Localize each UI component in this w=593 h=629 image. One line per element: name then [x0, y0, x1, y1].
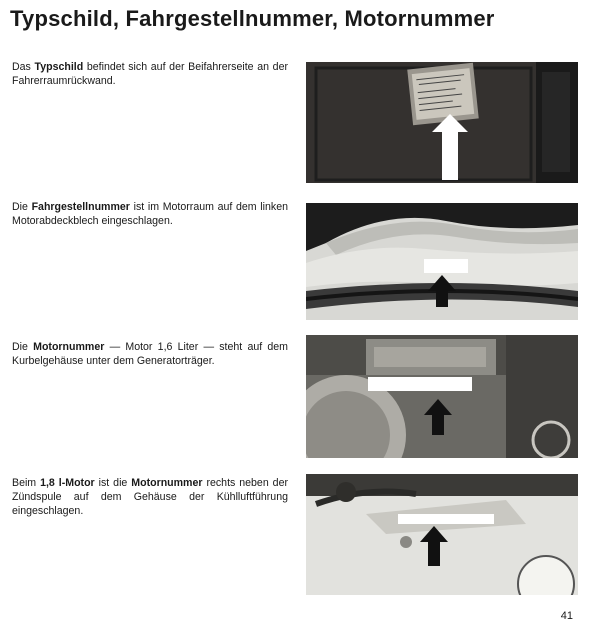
fahrgestellnummer-text: [12, 200, 288, 228]
motor-1-8-photo: [306, 474, 578, 595]
keyword-typschild: Typschild: [34, 61, 84, 73]
text-span: Die: [12, 341, 34, 353]
fahrgestellnummer-photo: [306, 203, 578, 320]
motor-1-8-text: [12, 476, 288, 518]
motornummer-photo: [306, 335, 578, 458]
text-span: Die: [12, 201, 32, 213]
keyword-motornummer: Motornummer: [33, 341, 105, 353]
text-span: ist im Motorraum auf dem linken Motorabdeckblech eingeschlagen.: [12, 201, 288, 227]
keyword-motornummer: Motornummer: [131, 477, 203, 489]
text-span: Das: [12, 61, 35, 73]
keyword-fahrgestellnummer: Fahrgestellnummer: [31, 201, 130, 213]
page-number: 41: [560, 610, 573, 622]
motornummer-text: [12, 340, 288, 368]
keyword-motor-1-8: 1,8 l-Motor: [40, 477, 95, 489]
text-span: rechts neben der Zündspule auf dem Gehäuse der Kühlluftführung eingeschlagen.: [12, 477, 288, 517]
text-span: befindet sich auf der Beifahrerseite an der Fahrerraumrückwand.: [12, 61, 288, 87]
typschild-text: [12, 60, 288, 88]
text-span: Beim: [12, 477, 41, 489]
text-span: ist die: [94, 477, 132, 489]
page-title: Typschild, Fahrgestellnummer, Motornummer: [10, 6, 495, 31]
typschild-photo: [306, 62, 578, 183]
text-span: — Motor 1,6 Liter — steht auf dem Kurbelgehäuse unter dem Generatorträger.: [12, 341, 289, 367]
